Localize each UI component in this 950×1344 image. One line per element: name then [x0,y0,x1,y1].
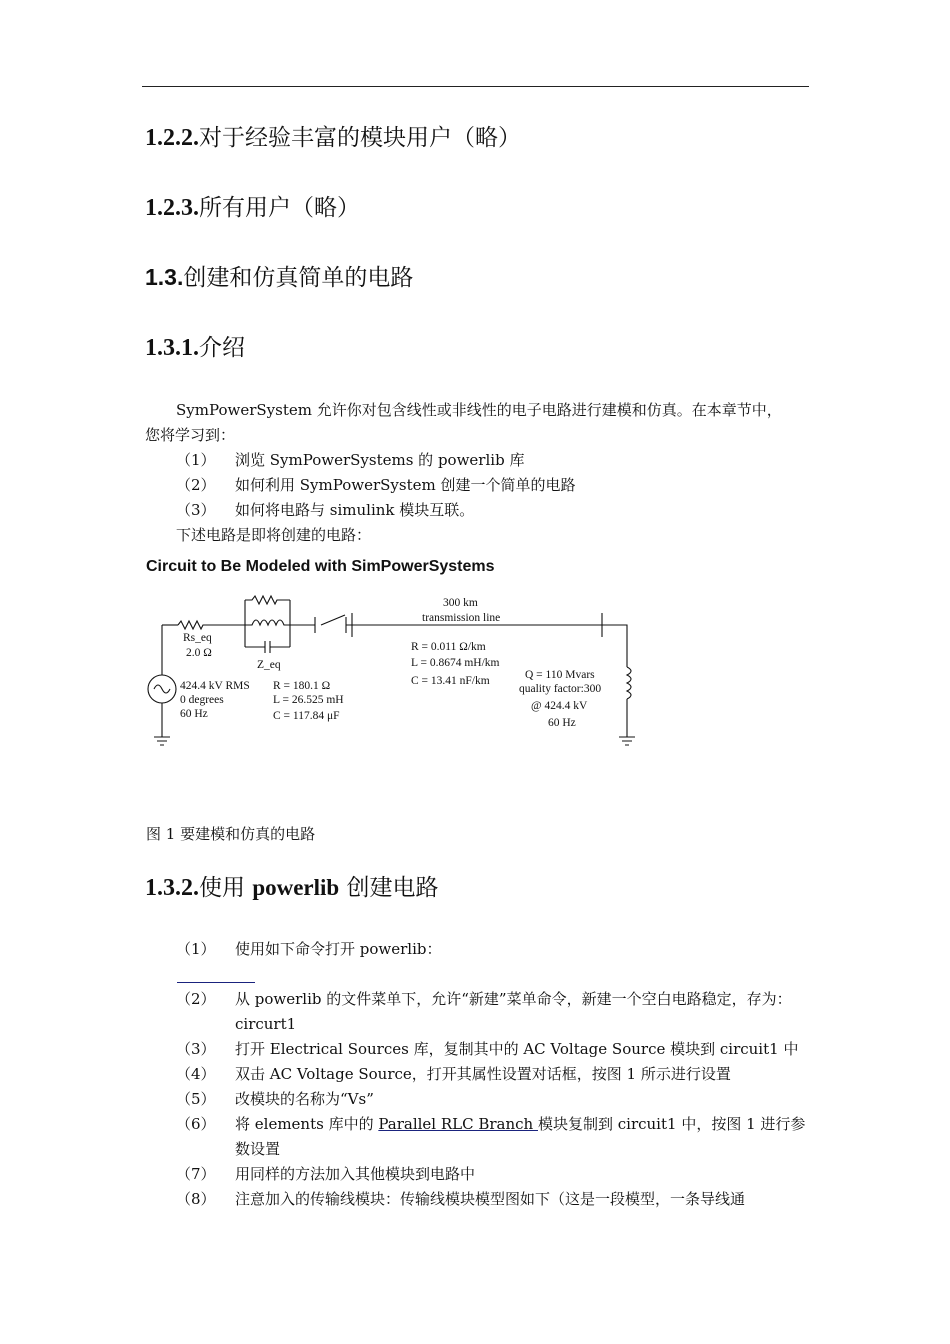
code-placeholder-underline [177,982,255,983]
label-load-2: quality factor:300 [519,683,602,695]
label-z-name: Z_eq [257,659,281,671]
header-rule [142,86,809,87]
heading-1-3-2: 1.3.2.使用 powerlib 创建电路 [145,875,439,901]
step-item: （8） 注意加入的传输线模块：传输线模块模型图如下（这是一段模型，一条导线通 [176,1190,746,1208]
label-load-3: @ 424.4 kV [531,700,588,712]
intro-paragraph-line2: 您将学习到： [145,426,236,444]
circuit-diagram [140,585,640,755]
label-rs-value: 2.0 Ω [186,647,212,659]
label-line-1: 300 km [443,597,478,609]
list-item: （1） 浏览 SymPowerSystems 的 powerlib 库 [176,451,525,469]
step-item: （4） 双击 AC Voltage Source，打开其属性设置对话框，按图 1 所示进行设置 [176,1065,731,1083]
parallel-rlc-branch-link[interactable]: Parallel RLC Branch [378,1115,538,1133]
label-line-2: transmission line [422,612,501,624]
label-z-r: R = 180.1 Ω [273,680,331,692]
label-z-c: C = 117.84 μF [273,710,340,722]
label-line-l: L = 0.8674 mH/km [411,657,500,669]
step-item: （2） 从 powerlib 的文件菜单下，允许“新建”菜单命令，新建一个空白电路稳定，存为：circurt1 [176,990,792,1033]
intro-paragraph-line1: SymPowerSystem 允许你对包含线性或非线性的电子电路进行建模和仿真。在本章节中， [176,401,782,419]
label-z-l: L = 26.525 mH [273,694,344,706]
step-item: （3） 打开 Electrical Sources 库，复制其中的 AC Voltage Source 模块到 circuit1 中 [176,1040,799,1058]
label-line-c: C = 13.41 nF/km [411,675,490,687]
label-src-2: 0 degrees [180,694,224,706]
figure-caption: 图 1 要建模和仿真的电路 [146,825,316,843]
heading-1-3: 1.3.创建和仿真简单的电路 [145,264,414,291]
list-item: （2） 如何利用 SymPowerSystem 创建一个简单的电路 [176,476,576,494]
label-load-1: Q = 110 Mvars [525,669,595,681]
step-item: （6） 将 elements 库中的 Parallel RLC Branch 模块复制到 circuit1 中，按图 1 进行参数设置 [176,1115,806,1158]
step-item: （7） 用同样的方法加入其他模块到电路中 [176,1165,476,1183]
step-item: （5） 改模块的名称为“Vs” [176,1090,374,1108]
heading-1-2-2: 1.2.2.对于经验丰富的模块用户（略） [145,125,521,151]
label-load-4: 60 Hz [548,717,576,729]
heading-1-3-1: 1.3.1.介绍 [145,335,245,361]
step-item: （1） 使用如下命令打开 powerlib： [176,940,442,958]
label-rs-name: Rs_eq [183,632,212,644]
label-src-1: 424.4 kV RMS [180,680,250,692]
heading-1-2-3: 1.2.3.所有用户（略） [145,195,360,221]
label-src-3: 60 Hz [180,708,208,720]
intro-tail: 下述电路是即将创建的电路： [176,526,372,544]
label-line-r: R = 0.011 Ω/km [411,641,486,653]
figure-title: Circuit to Be Modeled with SimPowerSystems [146,558,495,575]
list-item: （3） 如何将电路与 simulink 模块互联。 [176,501,475,519]
